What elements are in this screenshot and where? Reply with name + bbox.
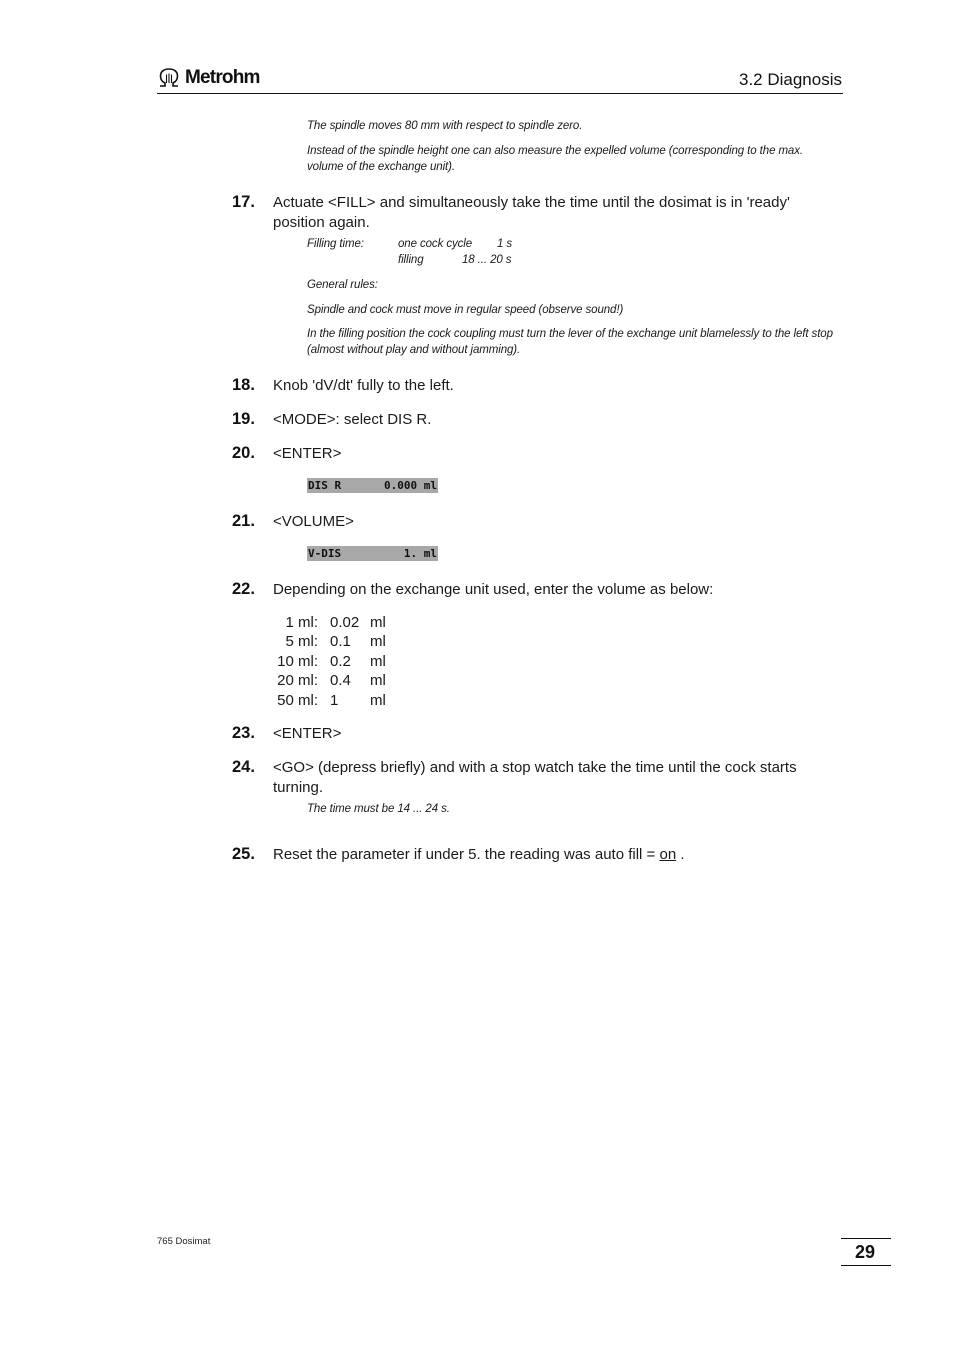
volume-size: 5 ml: bbox=[285, 633, 318, 651]
volume-value: 0.4 bbox=[330, 672, 351, 690]
display-dis-r bbox=[307, 478, 438, 493]
volume-size: 10 ml: bbox=[277, 652, 318, 670]
volume-unit: ml bbox=[370, 633, 386, 651]
volume-row bbox=[258, 632, 458, 651]
volume-value: 1 bbox=[330, 691, 339, 709]
step-text: <ENTER> bbox=[273, 445, 342, 462]
display-value: 0.000 ml bbox=[384, 479, 437, 492]
step-text-part: Reset the parameter if under 5. the reading was auto fill = bbox=[273, 846, 660, 863]
step-number: 25. bbox=[232, 845, 255, 863]
auto-fill-on-value: on bbox=[659, 846, 677, 863]
volume-size: 20 ml: bbox=[277, 672, 318, 690]
step-text: <GO> (depress briefly) and with a stop watch take the time until the cock starts turning. bbox=[273, 759, 797, 796]
step-number: 22. bbox=[232, 580, 255, 598]
display-value: 1. ml bbox=[403, 547, 437, 560]
section-title: 3.2 Diagnosis bbox=[738, 70, 842, 89]
rule-regular-speed: Spindle and cock must move in regular speed (observe sound!) bbox=[307, 304, 624, 316]
display-label: DIS R bbox=[308, 479, 342, 492]
volume-row bbox=[258, 652, 458, 671]
volume-row bbox=[258, 671, 458, 690]
step-text: Depending on the exchange unit used, enter the volume as below: bbox=[273, 581, 714, 598]
cock-cycle-value: 1 s bbox=[497, 238, 513, 250]
volume-value: 0.1 bbox=[330, 633, 351, 651]
step-text bbox=[273, 845, 843, 865]
volume-unit: ml bbox=[370, 614, 386, 631]
volume-value: 0.2 bbox=[330, 652, 351, 670]
page-number: 29 bbox=[855, 1242, 876, 1262]
step-number: 21. bbox=[232, 512, 255, 530]
step-number: 23. bbox=[232, 724, 255, 742]
volume-size: 50 ml: bbox=[277, 691, 318, 709]
display-v-dis bbox=[307, 546, 438, 561]
cock-cycle-label: one cock cycle bbox=[398, 238, 473, 250]
note-expelled-volume: Instead of the spindle height one can also measure the expelled volume (corresponding to the max. volume of the exchange unit). bbox=[307, 145, 803, 173]
step-text-part: . bbox=[676, 846, 685, 863]
filling-time-label: Filling time: bbox=[307, 238, 364, 250]
volume-unit: ml bbox=[370, 672, 386, 690]
volume-unit: ml bbox=[370, 691, 386, 709]
page-number-box bbox=[841, 1238, 891, 1266]
step-text: <MODE>: select DIS R. bbox=[273, 411, 432, 428]
step-number: 20. bbox=[232, 444, 255, 462]
step-number: 24. bbox=[232, 758, 255, 776]
step-number: 18. bbox=[232, 376, 255, 394]
step-text: Actuate <FILL> and simultaneously take the time until the dosimat is in 'ready' position again. bbox=[273, 194, 790, 231]
note-time-range: The time must be 14 ... 24 s. bbox=[307, 803, 450, 815]
filling-value: 18 ... 20 s bbox=[462, 254, 512, 266]
step-number: 19. bbox=[232, 410, 255, 428]
volume-unit: ml bbox=[370, 652, 386, 670]
display-label: V-DIS bbox=[308, 547, 342, 560]
step-text: <VOLUME> bbox=[273, 513, 354, 530]
step-number: 17. bbox=[232, 193, 255, 211]
rule-cock-coupling: In the filling position the cock coupling must turn the lever of the exchange unit blamelessly to the left stop (almost without play and without jamming). bbox=[307, 328, 833, 356]
metrohm-omega-icon bbox=[157, 67, 181, 89]
general-rules-heading: General rules: bbox=[307, 279, 378, 291]
volume-value: 0.02 bbox=[330, 614, 360, 631]
step-text: Knob 'dV/dt' fully to the left. bbox=[273, 377, 454, 394]
document-name: 765 Dosimat bbox=[157, 1236, 211, 1247]
filling-label: filling bbox=[398, 254, 424, 266]
metrohm-logo bbox=[157, 66, 260, 90]
volume-size: 1 ml: bbox=[285, 614, 318, 631]
step-text: <ENTER> bbox=[273, 725, 342, 742]
volume-table bbox=[258, 613, 458, 713]
volume-row bbox=[258, 691, 458, 710]
header-rule bbox=[157, 93, 843, 94]
volume-row bbox=[258, 613, 458, 632]
logo-text: Metrohm bbox=[185, 67, 260, 88]
note-spindle-moves: The spindle moves 80 mm with respect to spindle zero. bbox=[307, 120, 583, 132]
